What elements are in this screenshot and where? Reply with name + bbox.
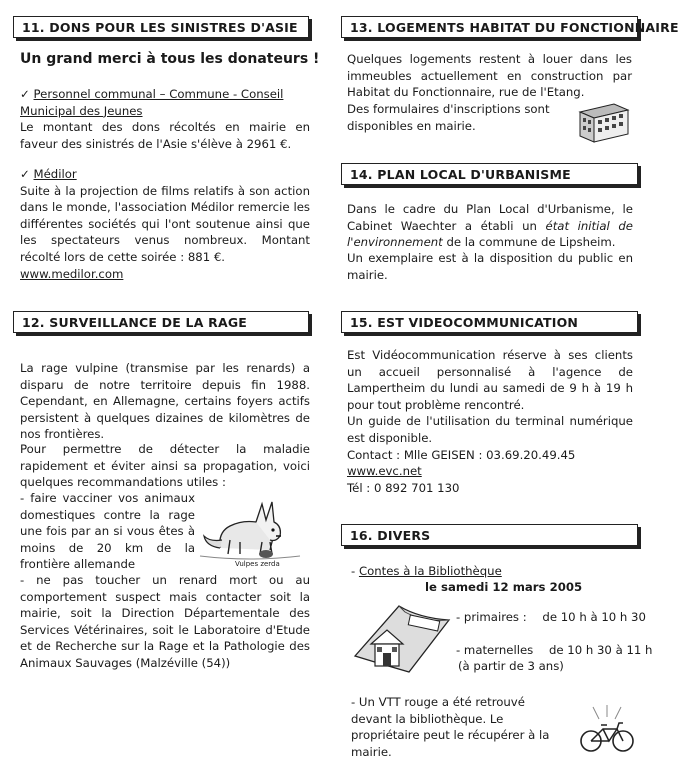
- primaires-time: de 10 h à 10 h 30: [542, 610, 646, 624]
- contes-date: le samedi 12 mars 2005: [425, 580, 583, 594]
- section-12-bullet2: - ne pas toucher un renard mort ou au comportement suspect mais contacter soit la mairie, soit la Direction Départementale des Services Vétérinaires, soit le Laboratoire d'Etude et de Recherche sur la Rage et la Pathologie des Animaux Sauvages (Malzéville (54)): [20, 573, 310, 670]
- fox-caption: Vulpes zerda: [235, 560, 280, 568]
- section-14-header: [341, 163, 638, 185]
- section-11-header: [13, 16, 309, 38]
- section-11-title: 11. DONS POUR LES SINISTRES D'ASIE: [22, 20, 298, 35]
- vtt-text: - Un VTT rouge a été retrouvé devant la bibliothèque. Le propriétaire peut le récupérer à la mairie.: [351, 695, 550, 759]
- section-15-tel: Tél : 0 892 701 130: [347, 480, 460, 495]
- section-14-p1-em: état initial de l'environnement: [347, 218, 633, 250]
- section-13-p2: Des formulaires d'inscriptions sont disponibles en mairie.: [347, 102, 550, 133]
- bicycle-icon: [577, 705, 639, 753]
- section-13-header: [341, 16, 679, 38]
- sub1-text: Le montant des dons récoltés en mairie en faveur des sinistrés de l'Asie s'élève à 2961 €.: [20, 120, 310, 151]
- section-12-p1: La rage vulpine (transmise par les renards) a disparu de notre territoire depuis fin 1988. Cependant, en Allemagne, certains foyers actifs persistent à quelques dizaines de kilomètres de nos frontières.: [20, 361, 310, 442]
- section-12-title: 12. SURVEILLANCE DE LA RAGE: [22, 315, 248, 330]
- section-14-p1: [347, 201, 633, 251]
- section-14-p2: Un exemplaire est à la disposition du public en mairie.: [347, 251, 633, 282]
- book-house-icon: [349, 600, 459, 682]
- contes-title: Contes à la Bibliothèque: [358, 564, 502, 578]
- section-14-p1-a: Dans le cadre du Plan Local d'Urbanisme, le Cabinet Waechter a établi un: [347, 202, 633, 233]
- section-11-sub2: [20, 166, 310, 282]
- maternelles-time: de 10 h 30 à 11 h: [548, 643, 653, 657]
- maternelles-note: (à partir de 3 ans): [458, 659, 564, 673]
- section-11-sub1: [20, 86, 310, 152]
- fox-illustration: [200, 496, 310, 574]
- medilor-link[interactable]: www.medilor.com: [20, 266, 124, 281]
- maternelles-row: [456, 642, 652, 659]
- sub1-heading-line1: [20, 86, 310, 103]
- section-16-title: 16. DIVERS: [350, 528, 431, 543]
- section-15-p2: Un guide de l'utilisation du terminal numérique est disponible.: [347, 414, 633, 445]
- section-13-p1: Quelques logements restent à louer dans les immeubles actuellement en construction par Habitat du Fonctionnaire, rue de l'Etang.: [347, 52, 632, 100]
- section-12-bullet1: - faire vacciner vos animaux domestiques contre la rage une fois par an si vous êtes à moins de 20 km de la frontière allemande: [20, 491, 195, 572]
- section-14-p1-b: de la commune de Lipsheim.: [442, 235, 616, 250]
- item1-dash: -: [351, 564, 359, 578]
- sub2-title: Médilor: [33, 167, 77, 181]
- section-15-header: [341, 311, 638, 333]
- section-11-lead: Un grand merci à tous les donateurs !: [20, 51, 320, 67]
- book-house-illustration: [349, 600, 459, 682]
- section-12-p2: Pour permettre de détecter la maladie rapidement et éviter ainsi sa propagation, voici quelques recommandations utiles :: [20, 442, 310, 490]
- fox-icon: [200, 496, 310, 560]
- section-13-title: 13. LOGEMENTS HABITAT DU FONCTIONNAIRE: [350, 20, 679, 35]
- section-16-header: [341, 524, 638, 546]
- building-icon: [570, 96, 635, 144]
- primaires-row: [456, 609, 646, 626]
- primaires-label: - primaires :: [456, 610, 527, 624]
- check-icon: ✓: [20, 87, 30, 101]
- section-12-header: [13, 311, 309, 333]
- section-16-item1: [351, 563, 502, 580]
- section-15-body: [347, 347, 633, 496]
- check-icon: ✓: [20, 167, 30, 181]
- maternelles-label: - maternelles: [456, 643, 534, 657]
- sub1-title-b: Municipal des Jeunes: [20, 103, 143, 118]
- sub1-title-a: Personnel communal – Commune - Conseil: [33, 87, 284, 101]
- bicycle-illustration: [577, 705, 639, 753]
- sub2-heading: [20, 166, 310, 183]
- section-15-title: 15. EST VIDEOCOMMUNICATION: [350, 315, 579, 330]
- sub2-text: Suite à la projection de films relatifs à son action dans le monde, l'association Médilor remercie les différentes sociétés qui l'ont soutenue ainsi que les spectateurs venus nombreux. Montant récolté lors de cette soirée : 881 €.: [20, 183, 310, 264]
- evc-link[interactable]: www.evc.net: [347, 464, 422, 479]
- building-illustration: [570, 96, 635, 144]
- section-15-p1: Est Vidéocommunication réserve à ses clients un accueil personnalisé à l'agence de Lampertheim du lundi au samedi de 9 h à 19 h pour tout problème rencontré.: [347, 348, 633, 412]
- section-14-title: 14. PLAN LOCAL D'URBANISME: [350, 167, 571, 182]
- section-15-contact: Contact : Mlle GEISEN : 03.69.20.49.45: [347, 447, 576, 462]
